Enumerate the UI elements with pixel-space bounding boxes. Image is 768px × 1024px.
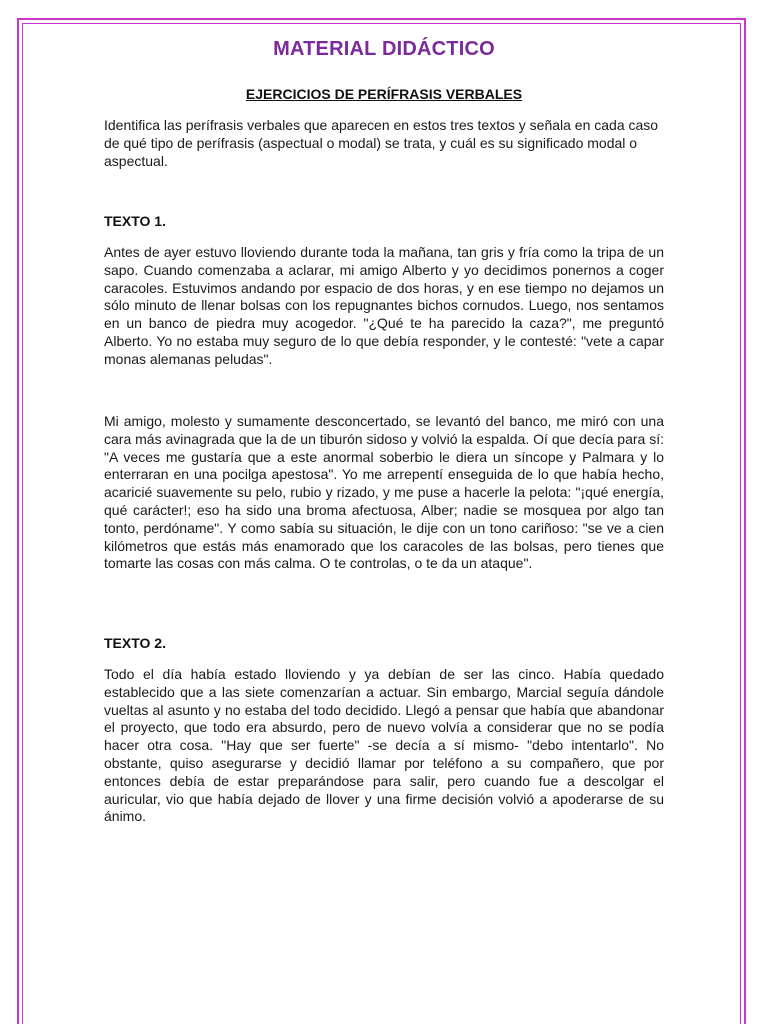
document-title: MATERIAL DIDÁCTICO (273, 38, 495, 60)
texto-1-paragraph-1: Antes de ayer estuvo lloviendo durante toda la mañana, tan gris y fría como la tripa de un sapo. Cuando comenzaba a aclarar, mi amigo Alberto y yo decidimos ponernos a coger caracoles. Estuvimos andando por espacio de dos horas, y en ese tiempo no dejamos un sólo minuto de llenar bolsas con los repugnantes bichos cornudos. Luego, nos sentamos en un banco de piedra muy acogedor. "¿Qué te ha parecido la caza?", me preguntó Alberto. Yo no estaba muy seguro de lo que debía responder, y le contesté: "vete a capar monas alemanas peludas". (104, 244, 664, 367)
document-subtitle: EJERCICIOS DE PERÍFRASIS VERBALES (245, 86, 523, 102)
instructions-paragraph: Identifica las perífrasis verbales que aparecen en estos tres textos y señala en cada caso de qué tipo de perífrasis (aspectual o modal) se trata, y cuál es su significado modal o aspectual. (104, 117, 659, 169)
section-heading-texto-1: TEXTO 1. (104, 213, 166, 229)
texto-2-paragraph-1: Todo el día había estado lloviendo y ya debían de ser las cinco. Había quedado establecido que a las siete comenzarían a actuar. Sin embargo, Marcial seguía dándole vueltas al asunto y no estaba del todo decidido. Llegó a pensar que había que abandonar el proyecto, que todo era absurdo, pero de nuevo volvía a considerar que no se podía hacer otra cosa. "Hay que ser fuerte" -se decía a sí mismo- "debo intentarlo". No obstante, quiso asegurarse y decidió llamar por teléfono a su compañero, que por entonces debía de estar preparándose para salir, pero cuando fue a descolgar el auricular, vio que había dejado de llover y una firme decisión volvió a apoderarse de su ánimo. (104, 666, 664, 825)
section-heading-texto-2: TEXTO 2. (104, 635, 166, 651)
texto-1-paragraph-2: Mi amigo, molesto y sumamente desconcertado, se levantó del banco, me miró con una cara más avinagrada que la de un tiburón sidoso y volvió la espalda. Oí que decía para sí: "A veces me gustaría que a este anormal soberbio le diera un síncope y Palmara y lo enterraran en una pocilga apestosa". Yo me arrepentí enseguida de lo que había hecho, acaricié suavemente su pelo, rubio y rizado, y me puse a hacerle la pelota: "¡qué energía, qué carácter!; eso ha sido una broma afectuosa, Alber; nadie se mosquea por algo tan tonto, perdóname". Y como sabía su situación, le dije con un tono cariñoso: "se ve a cien kilómetros que estás más enamorado que los caracoles de las bolsas, pero tienes que tomarte las cosas con más calma. O te controlas, o te da un ataque". (104, 413, 664, 572)
